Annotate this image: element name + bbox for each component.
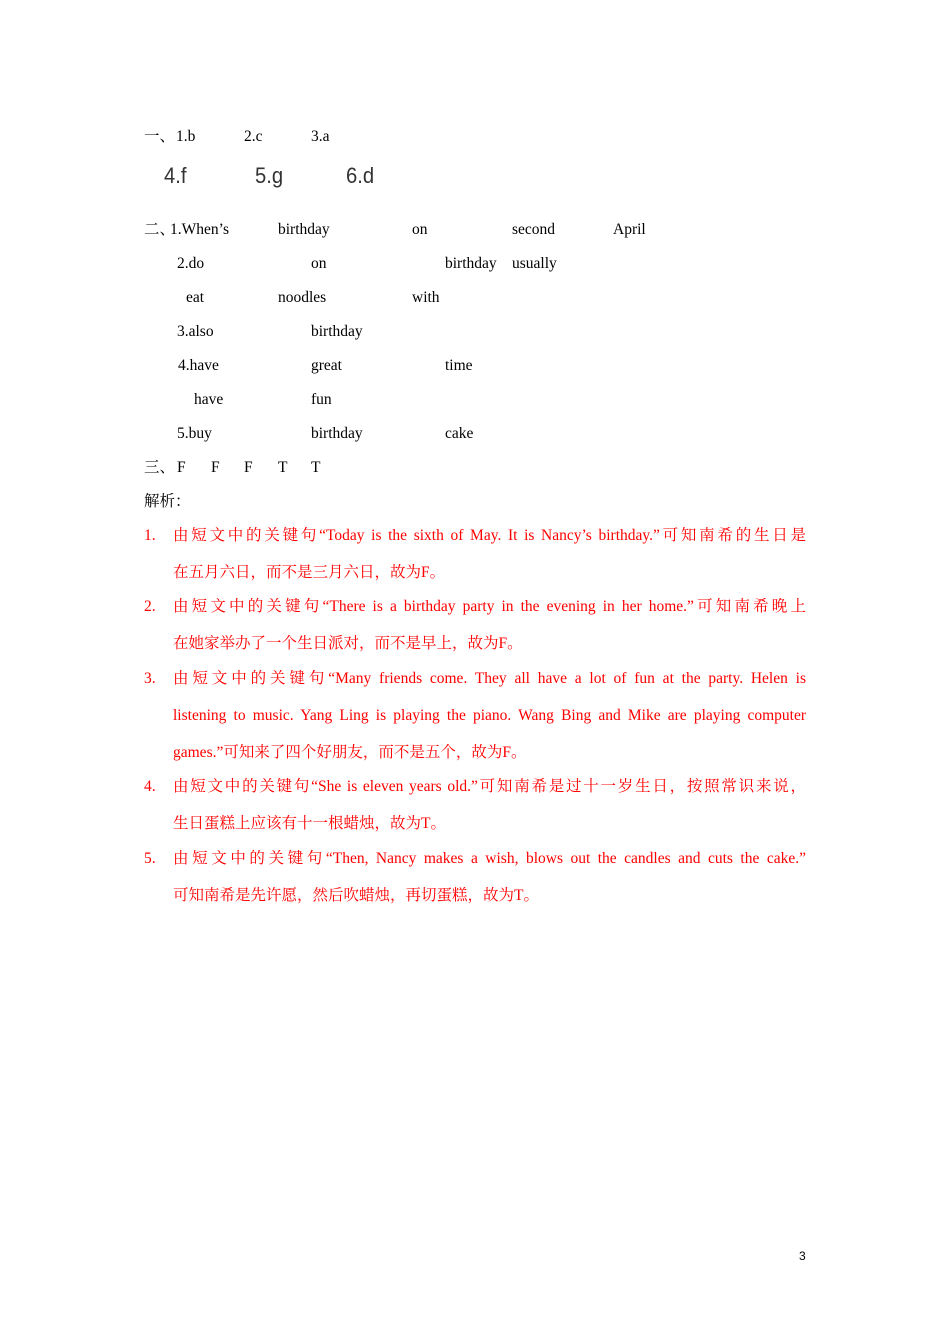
- analysis-line: listening to music. Yang Ling is playing the piano. Wang Bing and Mike are playing computer: [173, 707, 806, 724]
- item-number: 5.: [144, 850, 156, 867]
- answer-5: 5.g: [255, 163, 284, 188]
- item-number: 4.: [144, 778, 156, 795]
- s2-word: fun: [311, 391, 332, 408]
- analysis-line: 由短文中的关键句“There is a birthday party in the evening in her home.”可知南希晚上: [173, 598, 806, 615]
- analysis-line: 可知南希是先许愿，然后吹蜡烛，再切蛋糕，故为T。: [173, 887, 539, 904]
- tf-answer: F: [211, 459, 220, 476]
- analysis-line: 由短文中的关键句“She is eleven years old.”可知南希是过十一岁生日，按照常识来说，: [173, 778, 806, 795]
- section1-prefix: 一、: [144, 128, 176, 145]
- s2-word: 1.When’s: [170, 221, 229, 238]
- tf-answer: T: [311, 459, 321, 476]
- s2-word: 4.have: [178, 357, 219, 374]
- tf-answer: T: [278, 459, 288, 476]
- s2-word: birthday: [278, 221, 330, 238]
- answer-3: 3.a: [311, 128, 330, 145]
- s2-word: birthday: [445, 255, 497, 272]
- section2-prefix: 二、: [144, 221, 176, 238]
- item-number: 3.: [144, 670, 156, 687]
- item-number: 2.: [144, 598, 156, 615]
- s2-word: on: [311, 255, 327, 272]
- s2-word: 5.buy: [177, 425, 212, 442]
- answer-6: 6.d: [346, 163, 375, 188]
- s2-word: usually: [512, 255, 557, 272]
- analysis-line: 由短文中的关键句“Today is the sixth of May. It is Nancy’s birthday.”可知南希的生日是: [173, 527, 806, 544]
- page-number: 3: [799, 1249, 806, 1263]
- s2-word: April: [613, 221, 646, 238]
- item-number: 1.: [144, 527, 156, 544]
- s2-word: cake: [445, 425, 474, 442]
- answer-4: 4.f: [164, 163, 187, 188]
- analysis-line: 由短文中的关键句“Then, Nancy makes a wish, blows out the candles and cuts the cake.”: [173, 850, 806, 867]
- tf-answer: F: [244, 459, 253, 476]
- analysis-line: 生日蛋糕上应该有十一根蜡烛，故为T。: [173, 815, 446, 832]
- s2-word: with: [412, 289, 440, 306]
- analysis-line: games.”可知来了四个好朋友，而不是五个，故为F。: [173, 744, 527, 761]
- section3-prefix: 三、: [144, 459, 176, 476]
- analysis-line: 在五月六日，而不是三月六日，故为F。: [173, 564, 446, 581]
- s2-word: time: [445, 357, 473, 374]
- s2-word: noodles: [278, 289, 327, 306]
- s2-word: great: [311, 357, 342, 374]
- s2-word: birthday: [311, 323, 363, 340]
- s2-word: have: [194, 391, 224, 408]
- s2-word: 2.do: [177, 255, 205, 272]
- s2-word: on: [412, 221, 428, 238]
- s2-word: second: [512, 221, 556, 238]
- s2-word: birthday: [311, 425, 363, 442]
- answer-2: 2.c: [244, 128, 263, 145]
- s2-word: eat: [186, 289, 205, 306]
- s2-word: 3.also: [177, 323, 214, 340]
- answer-1: 1.b: [176, 128, 196, 145]
- tf-answer: F: [177, 459, 186, 476]
- analysis-line: 在她家举办了一个生日派对，而不是早上，故为F。: [173, 635, 523, 652]
- analysis-line: 由短文中的关键句“Many friends come. They all have a lot of fun at the party. Helen is: [173, 670, 806, 687]
- analysis-label: 解析：: [144, 493, 191, 510]
